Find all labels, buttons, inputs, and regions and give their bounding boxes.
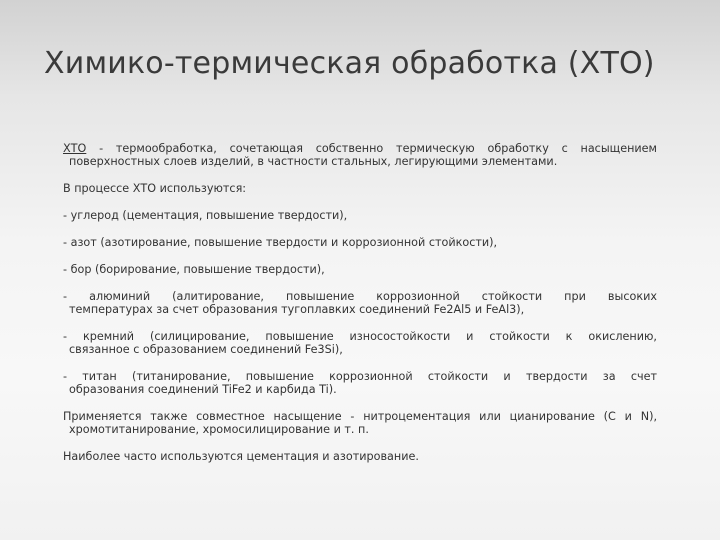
definition-line-2: поверхностных слоев изделий, в частности стальных, легирующими элементами. — [69, 155, 558, 168]
list-item-line-1: - алюминий (алитирование, повышение коррозионной стойкости при высоких — [63, 290, 657, 303]
definition-paragraph — [63, 142, 657, 168]
list-item-aluminum — [63, 290, 657, 316]
combined-line-2: хромотитанирование, хромосилицирование и т. п. — [69, 423, 369, 436]
list-item-line-1: - кремний (силицирование, повышение износостойкости и стойкости к окислению, — [63, 330, 657, 343]
list-item-nitrogen: - азот (азотирование, повышение твердости и коррозионной стойкости), — [63, 236, 498, 249]
definition-line-1: - термообработка, сочетающая собственно термическую обработку с насыщением — [86, 142, 657, 155]
list-item-line-2: связанное с образованием соединений Fe3Si), — [69, 343, 343, 356]
list-item-line-2: температурах за счет образования тугоплавких соединений Fe2Al5 и FeAl3), — [69, 303, 525, 316]
list-item-boron: - бор (борирование, повышение твердости), — [63, 263, 325, 276]
definition-abbreviation: ХТО — [63, 142, 87, 155]
slide-title: Химико-термическая обработка (ХТО) — [44, 46, 655, 81]
list-item-line-1: - титан (титанирование, повышение коррозионной стойкости и твердости за счет — [63, 370, 657, 383]
list-item-titanium — [63, 370, 657, 396]
slide-body — [63, 142, 657, 477]
final-paragraph: Наиболее часто используются цементация и азотирование. — [63, 450, 419, 463]
intro-text: В процессе ХТО используются: — [63, 182, 247, 195]
combined-line-1: Применяется также совместное насыщение - нитроцементация или цианирование (C и N), — [63, 410, 657, 423]
list-item-line-2: образования соединений TiFe2 и карбида Ti). — [69, 383, 337, 396]
list-item-silicon — [63, 330, 657, 356]
combined-saturation-paragraph — [63, 410, 657, 436]
list-item-carbon: - углерод (цементация, повышение твердости), — [63, 209, 348, 222]
